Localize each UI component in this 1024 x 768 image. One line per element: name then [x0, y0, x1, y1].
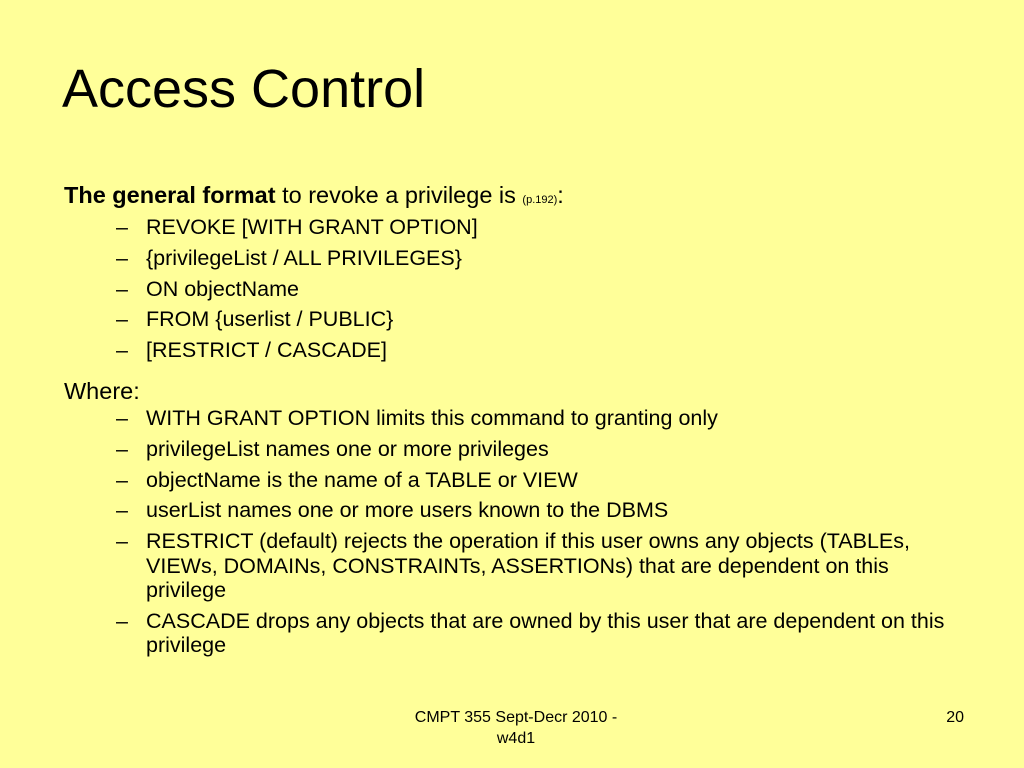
slide-title: Access Control [62, 59, 426, 119]
where-item [64, 406, 964, 431]
dash-bullet: – [116, 529, 128, 554]
syntax-text: FROM {userlist / PUBLIC} [146, 307, 394, 332]
dash-bullet: – [116, 498, 128, 523]
where-text: userList names one or more users known to the DBMS [146, 498, 669, 523]
dash-bullet: – [116, 467, 128, 492]
dash-bullet: – [116, 276, 128, 301]
where-text: objectName is the name of a TABLE or VIEW [146, 467, 578, 492]
slide-number: 20 [946, 709, 964, 726]
syntax-text: {privilegeList / ALL PRIVILEGES} [146, 245, 462, 270]
footer-course [376, 707, 656, 749]
dash-bullet: – [116, 307, 128, 332]
footer-course-line2: w4d1 [496, 730, 536, 747]
slide-body [64, 180, 964, 664]
footer-course-line1: CMPT 355 Sept-Decr 2010 - [414, 709, 618, 726]
dash-bullet: – [116, 405, 128, 430]
dash-bullet: – [116, 215, 128, 239]
where-text: WITH GRANT OPTION limits this command to granting only [146, 405, 718, 430]
where-item [64, 498, 964, 523]
where-item [64, 529, 964, 603]
where-item [64, 609, 964, 658]
where-text: RESTRICT (default) rejects the operation if this user owns any objects (TABLEs, VIEWs, DOMAINs, CONSTRAINTs, ASSERTIONs) that are dependent on this privilege [146, 529, 910, 603]
page-reference: (p.192) [522, 194, 558, 206]
syntax-list [64, 215, 964, 363]
where-text: CASCADE drops any objects that are owned by this user that are dependent on this privilege [146, 608, 945, 658]
syntax-item [64, 307, 964, 332]
dash-bullet: – [116, 245, 128, 270]
intro-text: to revoke a privilege is [275, 182, 523, 208]
dash-bullet: – [116, 436, 128, 461]
syntax-item [64, 246, 964, 271]
where-label: Where: [64, 377, 140, 404]
where-item [64, 468, 964, 493]
dash-bullet: – [116, 608, 128, 633]
syntax-item [64, 338, 964, 363]
intro-colon: : [557, 182, 564, 208]
dash-bullet: – [116, 338, 128, 363]
where-list [64, 406, 964, 658]
syntax-text: [RESTRICT / CASCADE] [146, 338, 387, 363]
syntax-text: REVOKE [WITH GRANT OPTION] [146, 215, 478, 239]
syntax-item [64, 277, 964, 302]
intro-bold: The general format [64, 182, 276, 208]
intro-line [64, 180, 964, 215]
where-item [64, 437, 964, 462]
where-text: privilegeList names one or more privileges [146, 436, 549, 461]
spacer [64, 369, 964, 376]
syntax-text: ON objectName [146, 276, 299, 301]
syntax-item [64, 215, 964, 240]
